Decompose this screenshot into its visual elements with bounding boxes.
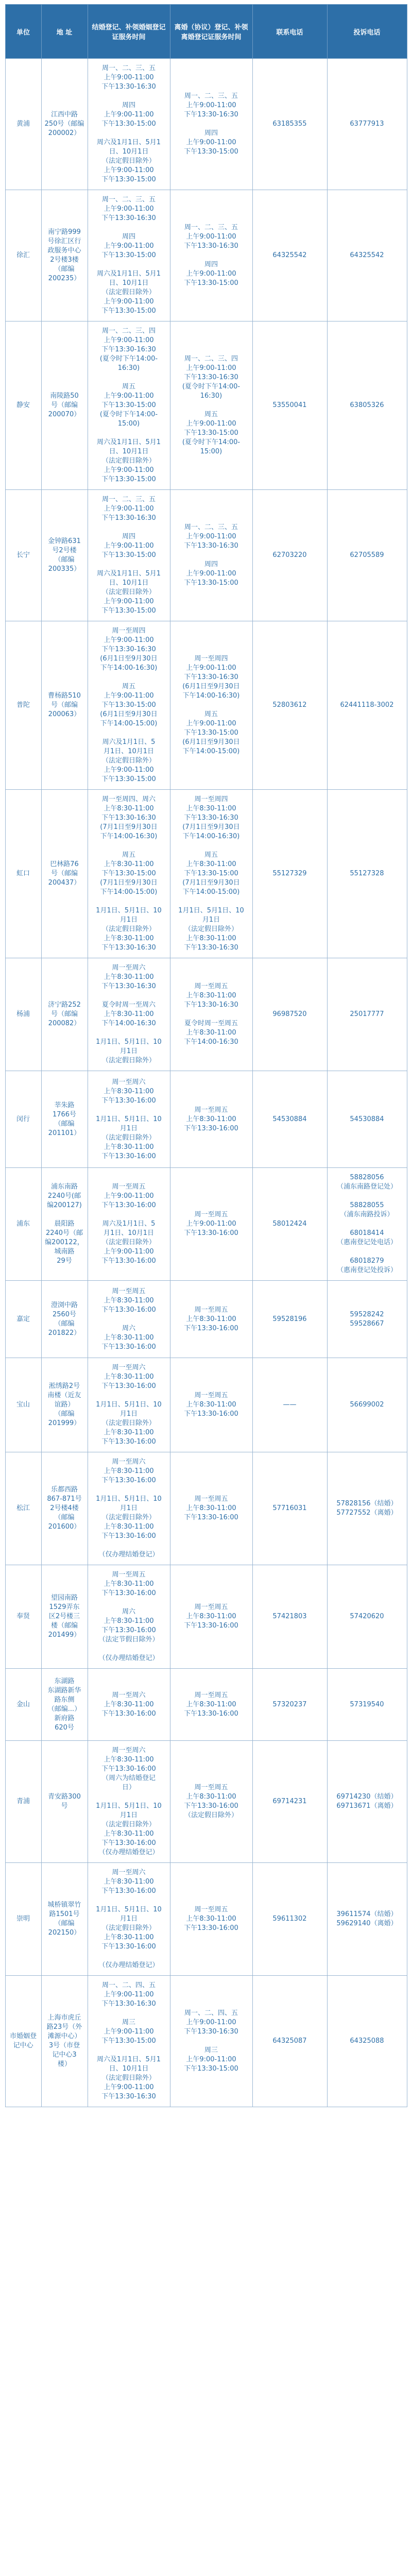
phone-cell: 57421803: [252, 1565, 327, 1669]
divorce-hours-cell: 周一、二、三、五 上午9:00-11:00 下午13:30-16:30 周四 上午9:00-11:00 下午13:30-15:00: [170, 190, 252, 321]
complaint-cell: 58828056 （浦东南路登记处） 58828055 （浦东南路投诉） 68018414 （惠南登记处电话） 68018279 （惠南登记处投诉）: [327, 1168, 407, 1281]
table-row: [5, 958, 407, 1071]
marriage-hours-cell: 周一至周五 上午9:00-11:00 下午13:30-16:00 周六及1月1日、5 月1日、10月1日 （法定假日除外） 上午9:00-11:00 下午13:30-16:00: [88, 1168, 170, 1281]
table-row: [5, 1976, 407, 2107]
phone-cell: ——: [252, 1358, 327, 1452]
marriage-hours-cell: 周一至周四 上午9:00-11:00 下午13:30-16:30 (6月1日至9月30日 下午14:00-16:30) 周五 上午9:00-11:00 下午13:30-15:00 (6月1日至9月30日 下午14:00-15:00) 周六及1月1日、5 月1日、10月1日 （法定假日除外） 上午9:00-11:00 下午13:30-15:00: [88, 621, 170, 790]
marriage-hours-cell: 周一至周五 上午8:30-11:00 下午13:30-16:00 周六 上午8:30-11:00 下午13:30-16:00 （法定节假日除外） （仅办理结婚登记）: [88, 1565, 170, 1669]
complaint-cell: 57420620: [327, 1565, 407, 1669]
marriage-hours-cell: 周一、二、三、四 上午9:00-11:00 下午13:30-16:30 (夏令时下午14:00- 16:30) 周五 上午9:00-11:00 下午13:30-15:00 (夏令时下午14:00- 15:00) 周六及1月1日、5月1 日、10月1日 （法定假日除外） 上午9:00-11:00 下午13:30-15:00: [88, 321, 170, 490]
divorce-hours-cell: 周一至周五 上午9:00-11:00 下午13:30-16:00: [170, 1168, 252, 1281]
address-cell: 曹杨路510 号（邮编 200063）: [41, 621, 88, 790]
table-row: [5, 1168, 407, 1281]
phone-cell: 64325542: [252, 190, 327, 321]
district-cell: 闵行: [5, 1071, 41, 1168]
district-cell: 徐汇: [5, 190, 41, 321]
address-cell: 金钟路631 号2号楼 （邮编 200335）: [41, 490, 88, 621]
phone-cell: 52803612: [252, 621, 327, 790]
table-row: [5, 1358, 407, 1452]
divorce-hours-cell: 周一至周五 上午8:30-11:00 下午13:30-16:00: [170, 1281, 252, 1358]
district-cell: 青浦: [5, 1741, 41, 1863]
address-cell: 上海市虎丘 路23号（外 滩源中心） 3号（市登 记中心3 楼）: [41, 1976, 88, 2107]
complaint-cell: 25017777: [327, 958, 407, 1071]
address-cell: 淞绣路2号 南楼（近友 谊路） （邮编 201999）: [41, 1358, 88, 1452]
address-cell: 澄浏中路 2560号 （邮编 201822）: [41, 1281, 88, 1358]
complaint-cell: 54530884: [327, 1071, 407, 1168]
divorce-hours-cell: 周一至周五 上午8:30-11:00 下午13:30-16:00: [170, 1669, 252, 1741]
phone-cell: 57716031: [252, 1452, 327, 1565]
marriage-hours-cell: 周一、二、三、五 上午9:00-11:00 下午13:30-16:30 周四 上午9:00-11:00 下午13:30-15:00 周六及1月1日、5月1 日、10月1日 （法定假日除外） 上午9:00-11:00 下午13:30-15:00: [88, 59, 170, 190]
address-cell: 东湖路 东湖路新华 路东侧 （邮编...） 新府路 620号: [41, 1669, 88, 1741]
divorce-hours-cell: 周一至周五 上午8:30-11:00 下午13:30-16:00: [170, 1863, 252, 1976]
registry-table: [5, 4, 407, 2107]
district-cell: 长宁: [5, 490, 41, 621]
address-cell: 城桥镇翠竹 路1501号 （邮编 202150）: [41, 1863, 88, 1976]
table-row: [5, 1741, 407, 1863]
address-cell: 济宁路252 号（邮编 200082）: [41, 958, 88, 1071]
table-row: [5, 790, 407, 958]
table-row: [5, 59, 407, 190]
table-body: [5, 59, 407, 2107]
header-district: 单位: [5, 5, 41, 59]
divorce-hours-cell: 周一至周五 上午8:30-11:00 下午13:30-16:00: [170, 1565, 252, 1669]
phone-cell: 57320237: [252, 1669, 327, 1741]
district-cell: 虹口: [5, 790, 41, 958]
complaint-cell: 63777913: [327, 59, 407, 190]
marriage-hours-cell: 周一至周六 上午8:30-11:00 下午13:30-16:00 （周六为结婚登记 日） 1月1日、5月1日、10 月1日 （法定假日除外） 上午8:30-11:00 下午13:30-16:00 （仅办理结婚登记）: [88, 1741, 170, 1863]
complaint-cell: 64325542: [327, 190, 407, 321]
district-cell: 普陀: [5, 621, 41, 790]
phone-cell: 59528196: [252, 1281, 327, 1358]
header-complaint: 投诉电话: [327, 5, 407, 59]
complaint-cell: 63805326: [327, 321, 407, 490]
district-cell: 黄浦: [5, 59, 41, 190]
phone-cell: 54530884: [252, 1071, 327, 1168]
complaint-cell: 39611574（结婚） 59629140（离婚）: [327, 1863, 407, 1976]
complaint-cell: 69714230（结婚） 69713671（离婚）: [327, 1741, 407, 1863]
phone-cell: 55127329: [252, 790, 327, 958]
divorce-hours-cell: 周一至周五 上午8:30-11:00 下午13:30-16:00: [170, 1071, 252, 1168]
header-address: 地 址: [41, 5, 88, 59]
table-row: [5, 1452, 407, 1565]
table-row: [5, 490, 407, 621]
marriage-hours-cell: 周一至周五 上午8:30-11:00 下午13:30-16:00 周六 上午8:30-11:00 下午13:30-16:00: [88, 1281, 170, 1358]
district-cell: 崇明: [5, 1863, 41, 1976]
divorce-hours-cell: 周一至周五 上午8:30-11:00 下午13:30-16:30 夏令时周一至周五 上午8:30-11:00 下午14:00-16:30: [170, 958, 252, 1071]
complaint-cell: 56699002: [327, 1358, 407, 1452]
district-cell: 静安: [5, 321, 41, 490]
address-cell: 江西中路 250号（邮编 200002）: [41, 59, 88, 190]
complaint-cell: 64325088: [327, 1976, 407, 2107]
divorce-hours-cell: 周一、二、三、四 上午9:00-11:00 下午13:30-16:30 (夏令时下午14:00- 16:30) 周五 上午9:00-11:00 下午13:30-15:00 (夏令时下午14:00- 15:00): [170, 321, 252, 490]
table-row: [5, 1071, 407, 1168]
phone-cell: 64325087: [252, 1976, 327, 2107]
phone-cell: 58012424: [252, 1168, 327, 1281]
phone-cell: 59611302: [252, 1863, 327, 1976]
marriage-hours-cell: 周一至周六 上午8:30-11:00 下午13:30-16:00 1月1日、5月1日、10 月1日 （法定假日除外） 上午8:30-11:00 下午13:30-16:00 （仅办理结婚登记）: [88, 1452, 170, 1565]
address-cell: 望园南路 1529弄东 区2号楼三 楼（邮编 201499）: [41, 1565, 88, 1669]
header-marriage-hours: 结婚登记、补领婚姻登记证服务时间: [88, 5, 170, 59]
marriage-hours-cell: 周一至周六 上午8:30-11:00 下午13:30-16:00 1月1日、5月1日、10 月1日 （法定假日除外） 上午8:30-11:00 下午13:30-16:00: [88, 1358, 170, 1452]
complaint-cell: 59528242 59528667: [327, 1281, 407, 1358]
table-row: [5, 1565, 407, 1669]
complaint-cell: 62441118-3002: [327, 621, 407, 790]
marriage-hours-cell: 周一、二、四、五 上午9:00-11:00 下午13:30-16:30 周三 上午9:00-11:00 下午13:30-15:00 周六及1月1日、5月1 日、10月1日 （法定假日除外） 上午9:00-11:00 下午13:30-16:30: [88, 1976, 170, 2107]
marriage-hours-cell: 周一至周六 上午8:30-11:00 下午13:30-16:00 1月1日、5月1日、10 月1日 （法定假日除外） 上午8:30-11:00 下午13:30-16:00 （仅办理结婚登记）: [88, 1863, 170, 1976]
marriage-hours-cell: 周一至周六 上午8:30-11:00 下午13:30-16:30 夏令时周一至周六 上午8:30-11:00 下午14:00-16:30 1月1日、5月1日、10 月1日 （法定假日除外）: [88, 958, 170, 1071]
district-cell: 奉贤: [5, 1565, 41, 1669]
address-cell: 巴林路76 号（邮编 200437）: [41, 790, 88, 958]
marriage-hours-cell: 周一至周四、周六 上午8:30-11:00 下午13:30-16:30 (7月1日至9月30日 下午14:00-16:30) 周五 上午8:30-11:00 下午13:30-15:00 (7月1日至9月30日 下午14:00-15:00) 1月1日、5月1日、10 月1日 （法定假日除外） 上午8:30-11:00 下午13:30-16:30: [88, 790, 170, 958]
phone-cell: 53550041: [252, 321, 327, 490]
district-cell: 杨浦: [5, 958, 41, 1071]
address-cell: 莘朱路 1766号 （邮编 201101）: [41, 1071, 88, 1168]
table-row: [5, 190, 407, 321]
marriage-hours-cell: 周一、二、三、五 上午9:00-11:00 下午13:30-16:30 周四 上午9:00-11:00 下午13:30-15:00 周六及1月1日、5月1 日、10月1日 （法定假日除外） 上午9:00-11:00 下午13:30-15:00: [88, 190, 170, 321]
district-cell: 嘉定: [5, 1281, 41, 1358]
address-cell: 南陵路50 号（邮编 200070）: [41, 321, 88, 490]
phone-cell: 63185355: [252, 59, 327, 190]
table-row: [5, 1863, 407, 1976]
complaint-cell: 57319540: [327, 1669, 407, 1741]
district-cell: 浦东: [5, 1168, 41, 1281]
district-cell: 市婚姻登 记中心: [5, 1976, 41, 2107]
marriage-hours-cell: 周一至周六 上午8:30-11:00 下午13:30-16:00: [88, 1669, 170, 1741]
district-cell: 宝山: [5, 1358, 41, 1452]
divorce-hours-cell: 周一至周四 上午9:00-11:00 下午13:30-16:30 (6月1日至9月30日 下午14:00-16:30) 周五 上午9:00-11:00 下午13:30-15:00 (6月1日至9月30日 下午14:00-15:00): [170, 621, 252, 790]
phone-cell: 96987520: [252, 958, 327, 1071]
address-cell: 南宁路999 号徐汇区行 政服务中心 2号楼3楼 （邮编 200235）: [41, 190, 88, 321]
table-row: [5, 621, 407, 790]
complaint-cell: 55127328: [327, 790, 407, 958]
table-row: [5, 1281, 407, 1358]
complaint-cell: 57828156（结婚） 57727552（离婚）: [327, 1452, 407, 1565]
table-row: [5, 321, 407, 490]
phone-cell: 62703220: [252, 490, 327, 621]
district-cell: 松江: [5, 1452, 41, 1565]
address-cell: 青安路300 号: [41, 1741, 88, 1863]
marriage-hours-cell: 周一、二、三、五 上午9:00-11:00 下午13:30-16:30 周四 上午9:00-11:00 下午13:30-15:00 周六及1月1日、5月1 日、10月1日 （法定假日除外） 上午9:00-11:00 下午13:30-15:00: [88, 490, 170, 621]
divorce-hours-cell: 周一至周五 上午8:30-11:00 下午13:30-16:00: [170, 1452, 252, 1565]
complaint-cell: 62705589: [327, 490, 407, 621]
phone-cell: 69714231: [252, 1741, 327, 1863]
table-header-row: [5, 5, 407, 59]
table-row: [5, 1669, 407, 1741]
divorce-hours-cell: 周一、二、三、五 上午9:00-11:00 下午13:30-16:30 周四 上午9:00-11:00 下午13:30-15:00: [170, 59, 252, 190]
divorce-hours-cell: 周一至周五 上午8:30-11:00 下午13:30-16:00: [170, 1358, 252, 1452]
divorce-hours-cell: 周一、二、四、五 上午9:00-11:00 下午13:30-16:30 周三 上午9:00-11:00 下午13:30-15:00: [170, 1976, 252, 2107]
address-cell: 浦东南路 2240号(邮 编200127) 晨阳路 2240号（邮 编200122， 城南路 29号: [41, 1168, 88, 1281]
divorce-hours-cell: 周一、二、三、五 上午9:00-11:00 下午13:30-16:30 周四 上午9:00-11:00 下午13:30-15:00: [170, 490, 252, 621]
divorce-hours-cell: 周一至周五 上午8:30-11:00 下午13:30-16:00 （法定假日除外）: [170, 1741, 252, 1863]
address-cell: 乐都西路 867-871号 2号楼4楼 （邮编 201600）: [41, 1452, 88, 1565]
header-divorce-hours: 离婚（协议）登记、补领离婚登记证服务时间: [170, 5, 252, 59]
divorce-hours-cell: 周一至周四 上午8:30-11:00 下午13:30-16:30 (7月1日至9月30日 下午14:00-16:30) 周五 上午8:30-11:00 下午13:30-15:00 (7月1日至9月30日 下午14:00-15:00) 1月1日、5月1日、10 月1日 （法定假日除外） 上午8:30-11:00 下午13:30-16:30: [170, 790, 252, 958]
marriage-hours-cell: 周一至周六 上午8:30-11:00 下午13:30-16:00 1月1日、5月1日、10 月1日 （法定假日除外） 上午8:30-11:00 下午13:30-16:00: [88, 1071, 170, 1168]
district-cell: 金山: [5, 1669, 41, 1741]
header-phone: 联系电话: [252, 5, 327, 59]
